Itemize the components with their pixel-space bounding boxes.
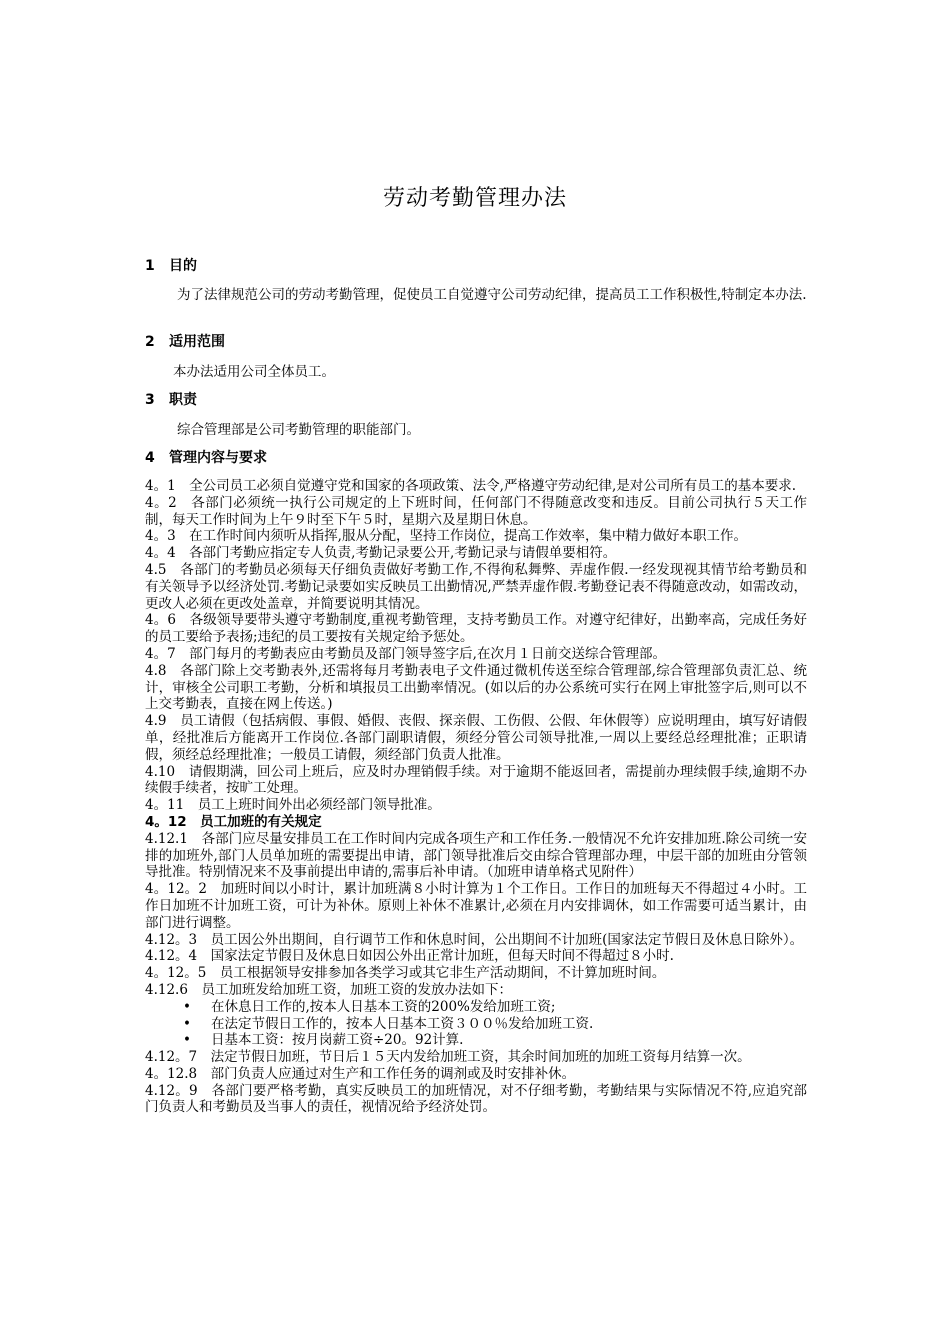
list-item: • 在法定节假日工作的，按本人日基本工资３００％发给加班工资. <box>145 1016 807 1033</box>
section-requirements <box>145 448 815 468</box>
clause-item: 4.5 各部门的考勤员必须每天仔细负责做好考勤工作,不得徇私舞弊、弄虚作假.一经发现视其情节给考勤员和有关领导予以经济处罚.考勤记录要如实反映员工出勤情况,严禁弄虚作假.考勤登记表不得随意改动，如需改动，更改人必须在更改处盖章，并简要说明其情况。 <box>145 561 807 612</box>
clause-item: 4.12。7 法定节假日加班，节日后１５天内发给加班工资，其余时间加班的加班工资每月结算一次。 <box>145 1049 751 1066</box>
clause-item: 4。12。2 加班时间以小时计，累计加班满８小时计算为１个工作日。工作日的加班每天不得超过４小时。工作日加班不计加班工资，可计为补休。原则上补休不准累计,必须在月内安排调休，如工作需要可适当累计，由部门进行调整。 <box>145 881 807 931</box>
section-purpose <box>145 256 815 304</box>
clause-item: 4.12。3 员工因公外出期间，自行调节工作和休息时间，公出期间不计加班(国家法定节假日及休息日除外）。 <box>145 931 804 948</box>
clause-item: 4.12。9 各部门要严格考勤，真实反映员工的加班情况，对不仔细考勤，考勤结果与实际情况不符,应追究部门负责人和考勤员及当事人的责任，视情况给予经济处罚。 <box>145 1082 807 1116</box>
list-item: • 在休息日工作的,按本人日基本工资的200%发给加班工资; <box>145 999 807 1016</box>
section-heading <box>145 448 815 468</box>
clause-item: 4。12.8 部门负责人应通过对生产和工作任务的调剂或及时安排补休。 <box>145 1065 576 1082</box>
clause-item: 4。1 全公司员工必须自觉遵守党和国家的各项政策、法令,严格遵守劳动纪律,是对公司所有员工的基本要求. <box>145 478 797 494</box>
section-number: 1 <box>145 258 155 274</box>
clause-item: 4。11 员工上班时间外出必须经部门领导批准。 <box>145 797 441 814</box>
section-body: 综合管理部是公司考勤管理的职能部门。 <box>177 422 420 438</box>
section-title: 适用范围 <box>169 334 225 350</box>
clause-subheading: 4。12 员工加班的有关规定 <box>145 813 322 830</box>
section-number: 2 <box>145 334 155 350</box>
section-number: 4 <box>145 450 155 466</box>
clause-item: 4。7 部门每月的考勤表应由考勤员及部门领导签字后,在次月１日前交送综合管理部。 <box>145 645 666 662</box>
section-scope <box>145 332 815 381</box>
clause-list <box>145 478 807 1116</box>
section-heading <box>145 390 815 410</box>
clause-item: 4。2 各部门必须统一执行公司规定的上下班时间，任何部门不得随意改变和违反。目前公司执行５天工作制，每天工作时间为上午９时至下午５时，星期六及星期日休息。 <box>145 494 807 528</box>
section-title: 职责 <box>169 392 197 408</box>
clause-item: 4.8 各部门除上交考勤表外,还需将每月考勤表电子文件通过微机传送至综合管理部,综合管理部负责汇总、统计，审核全公司职工考勤，分析和填报员工出勤率情况。(如以后的办公系统可实行在网上审批签字后,则可以不上交考勤表，直接在网上传送。) <box>145 662 807 713</box>
section-title: 管理内容与要求 <box>169 450 267 466</box>
clause-item: 4。4 各部门考勤应指定专人负责,考勤记录要公开,考勤记录与请假单要相符。 <box>145 545 617 562</box>
document-title: 劳动考勤管理办法 <box>382 186 567 211</box>
section-heading <box>145 256 815 276</box>
clause-item: 4。3 在工作时间内须听从指挥,服从分配，坚持工作岗位，提高工作效率，集中精力做好本职工作。 <box>145 528 747 545</box>
section-duties <box>145 390 815 439</box>
clause-item: 4.9 员工请假（包括病假、事假、婚假、丧假、探亲假、工伤假、公假、年休假等）应说明理由，填写好请假单，经批准后方能离开工作岗位.各部门副职请假，须经分管公司领导批准,一周以上要经总经理批准；正职请假，须经总经理批准；一般员工请假，须经部门负责人批准。 <box>145 713 807 763</box>
section-heading <box>145 332 815 352</box>
section-title: 目的 <box>169 258 197 274</box>
clause-item: 4.12。4 国家法定节假日及休息日如因公外出正常计加班，但每天时间不得超过８小时. <box>145 948 674 965</box>
list-item: • 日基本工资：按月岗薪工资÷20。92计算. <box>145 1032 807 1049</box>
clause-item: 4.12.6 员工加班发给加班工资，加班工资的发放办法如下： <box>145 981 512 998</box>
clause-item: 4.10 请假期满，回公司上班后，应及时办理销假手续。对于逾期不能返回者，需提前办理续假手续,逾期不办续假手续者，按旷工处理。 <box>145 763 807 797</box>
section-number: 3 <box>145 392 155 408</box>
overtime-pay-list <box>145 999 807 1049</box>
section-body: 本办法适用公司全体员工。 <box>173 364 335 380</box>
clause-item: 4。6 各级领导要带头遵守考勤制度,重视考勤管理，支持考勤员工作。对遵守纪律好，出勤率高，完成任务好的员工要给予表扬;违纪的员工要按有关规定给予惩处。 <box>145 612 807 646</box>
clause-item: 4.12.1 各部门应尽量安排员工在工作时间内完成各项生产和工作任务.一般情况不允许安排加班.除公司统一安排的加班外,部门人员单加班的需要提出申请，部门领导批准后交由综合管理部办理，中层干部的加班由分管领导批准。特别情况来不及事前提出申请的,需事后补申请。（加班申请单格式见附件） <box>145 830 807 881</box>
section-body: 为了法律规范公司的劳动考勤管理，促使员工自觉遵守公司劳动纪律，提高员工工作积极性,特制定本办法. <box>177 287 807 303</box>
clause-item: 4。12。5 员工根据领导安排参加各类学习或其它非生产活动期间，不计算加班时间。 <box>145 965 666 982</box>
